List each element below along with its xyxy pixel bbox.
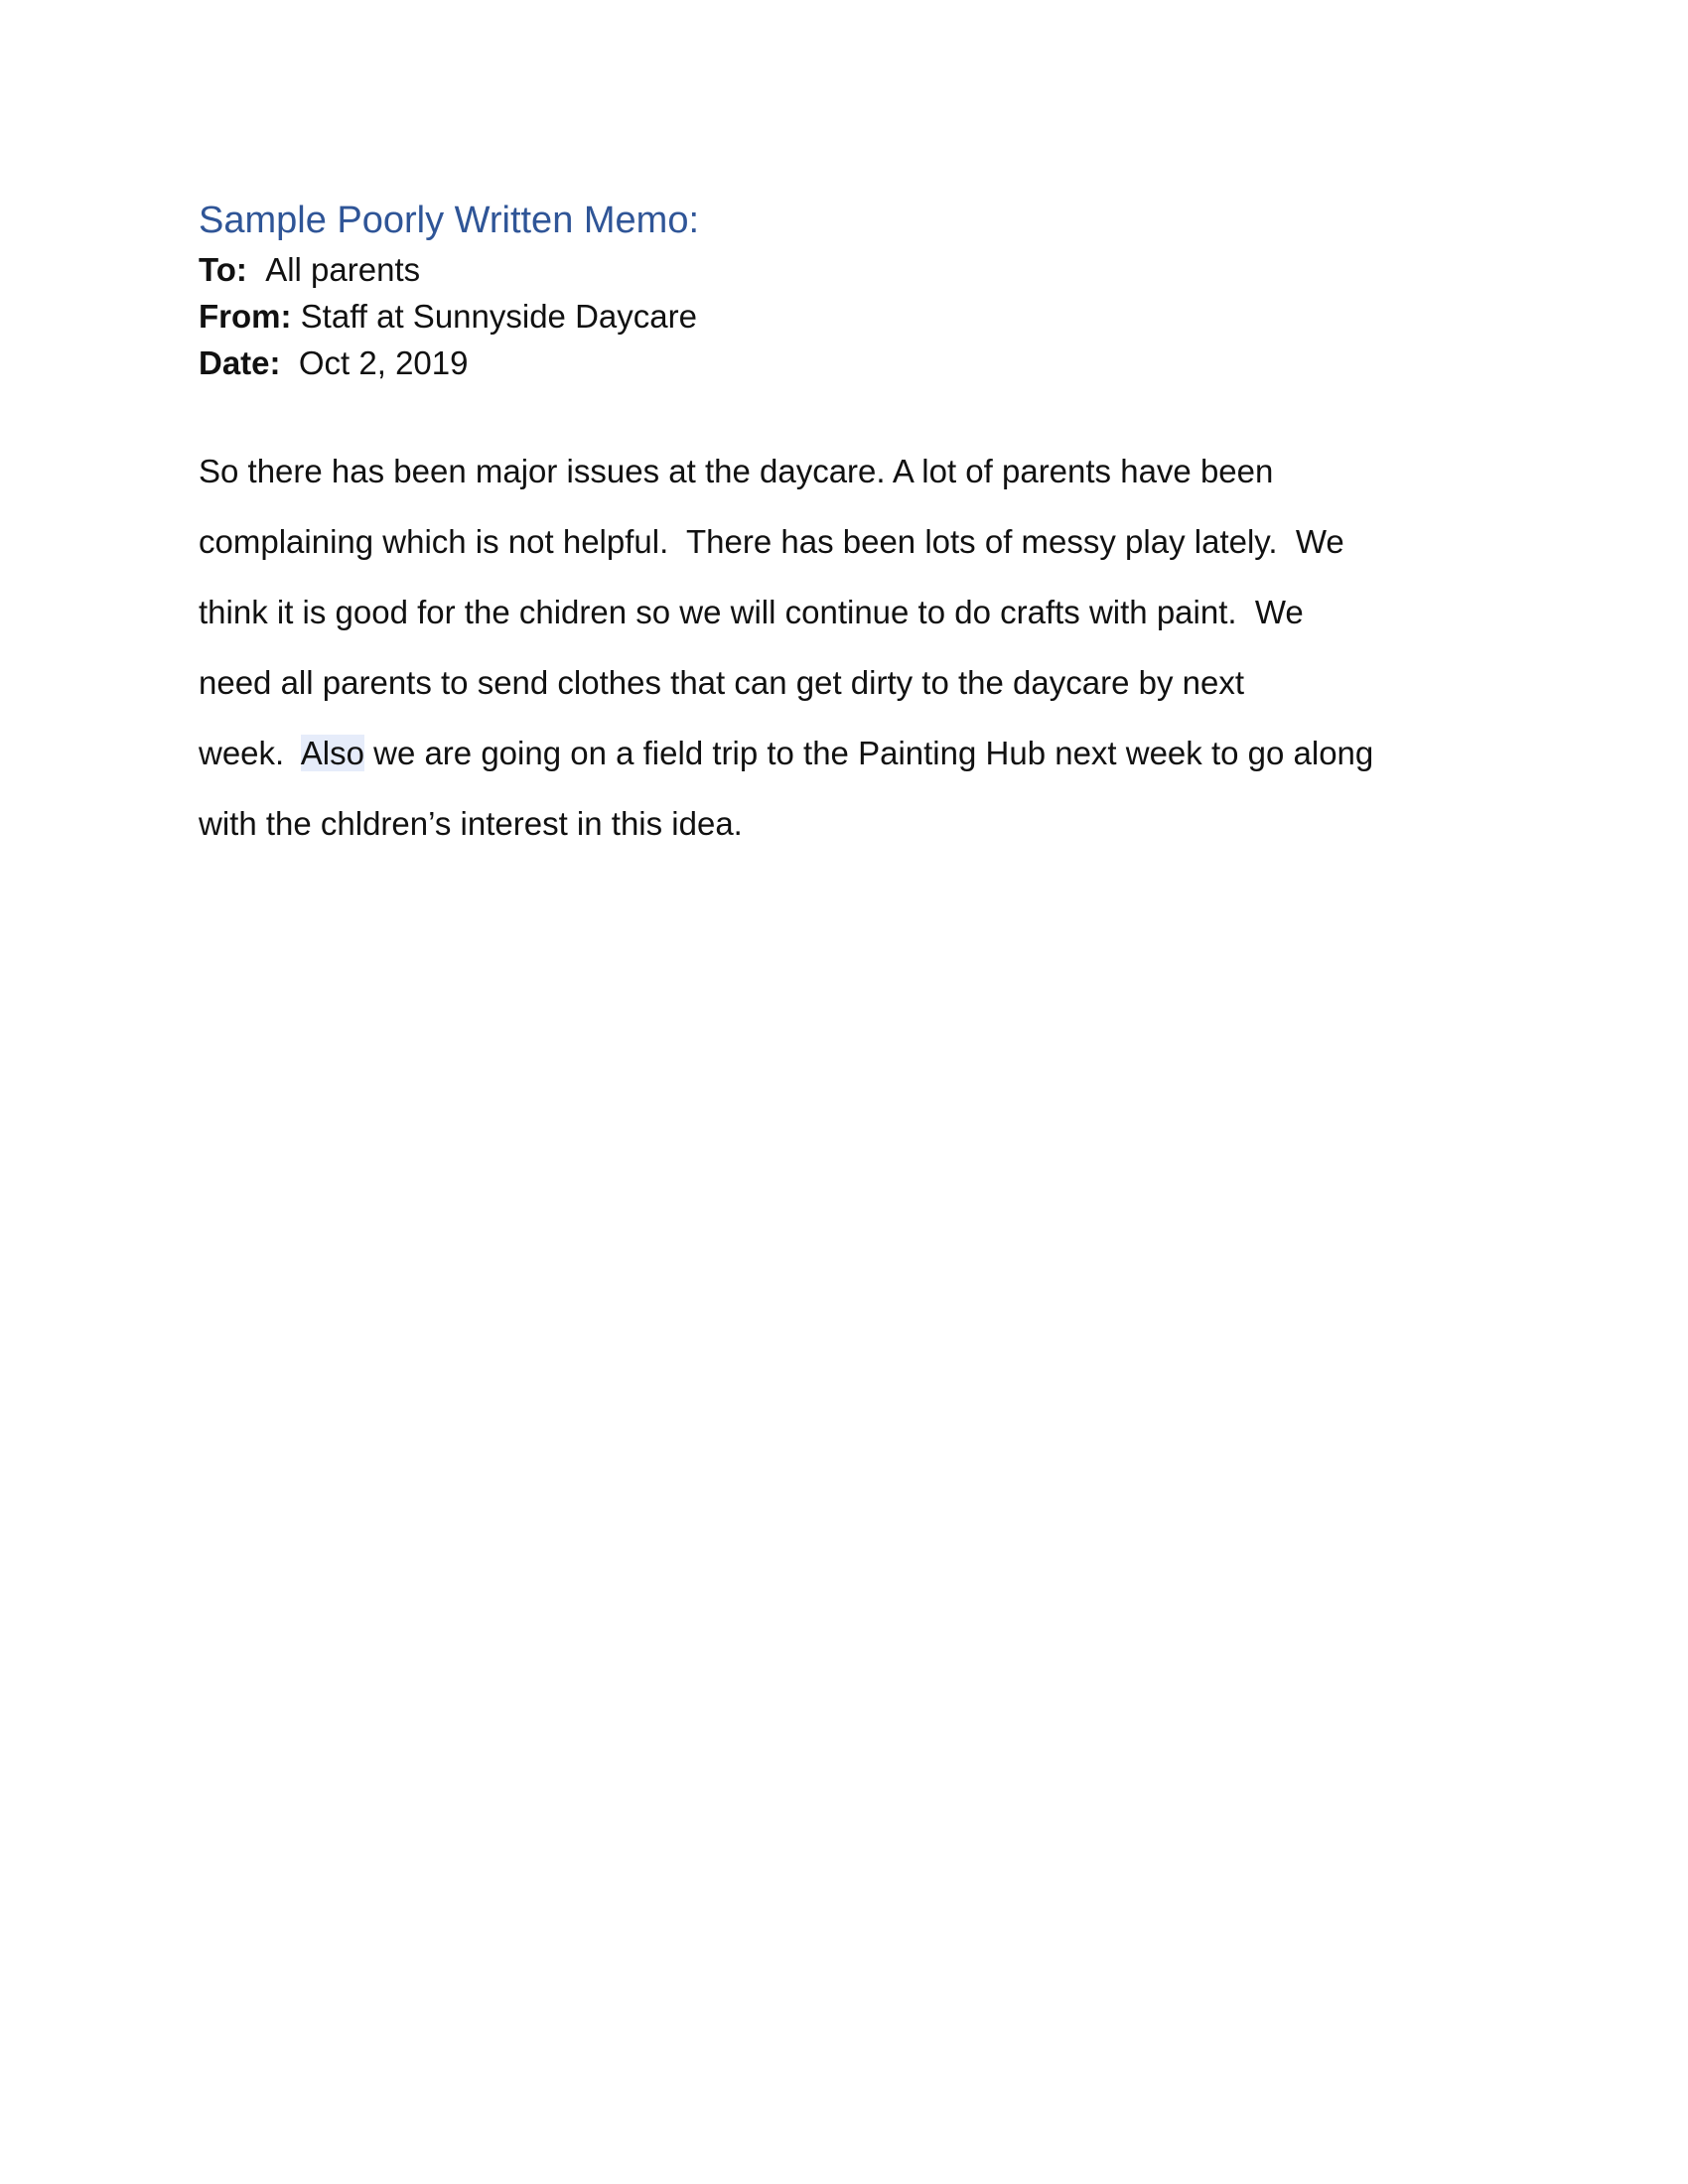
memo-to-line: [199, 246, 1489, 293]
body-line-5-end: we are going on a field trip to the Painting Hub next week to go along: [363, 735, 1374, 771]
body-line-4: need all parents to send clothes that can get dirty to the daycare by next: [199, 664, 1244, 701]
body-line-2: complaining which is not helpful. There has been lots of messy play lately. We: [199, 523, 1344, 560]
memo-from-label: From:: [199, 298, 292, 335]
memo-title: Sample Poorly Written Memo:: [199, 200, 700, 241]
memo-from-value: Staff at Sunnyside Daycare: [300, 298, 697, 335]
memo-to-value: All parents: [265, 251, 421, 288]
memo-date-value: Oct 2, 2019: [298, 344, 469, 381]
memo-from-line: [199, 293, 1489, 340]
body-line-3: think it is good for the chidren so we will continue to do crafts with paint. We: [199, 594, 1304, 630]
memo-date-label: Date:: [199, 344, 281, 381]
memo: [199, 195, 1489, 859]
memo-to-label: To:: [199, 251, 247, 288]
body-line-5: [199, 718, 1489, 788]
selected-word-highlight[interactable]: Also: [300, 735, 364, 771]
memo-body: [199, 436, 1489, 859]
memo-date-line: [199, 340, 1489, 386]
body-line-6: with the chldren’s interest in this idea.: [199, 805, 743, 842]
memo-header: [199, 246, 1489, 386]
body-line-5-start: week.: [199, 735, 301, 771]
body-line-1: So there has been major issues at the daycare. A lot of parents have been: [199, 453, 1274, 489]
